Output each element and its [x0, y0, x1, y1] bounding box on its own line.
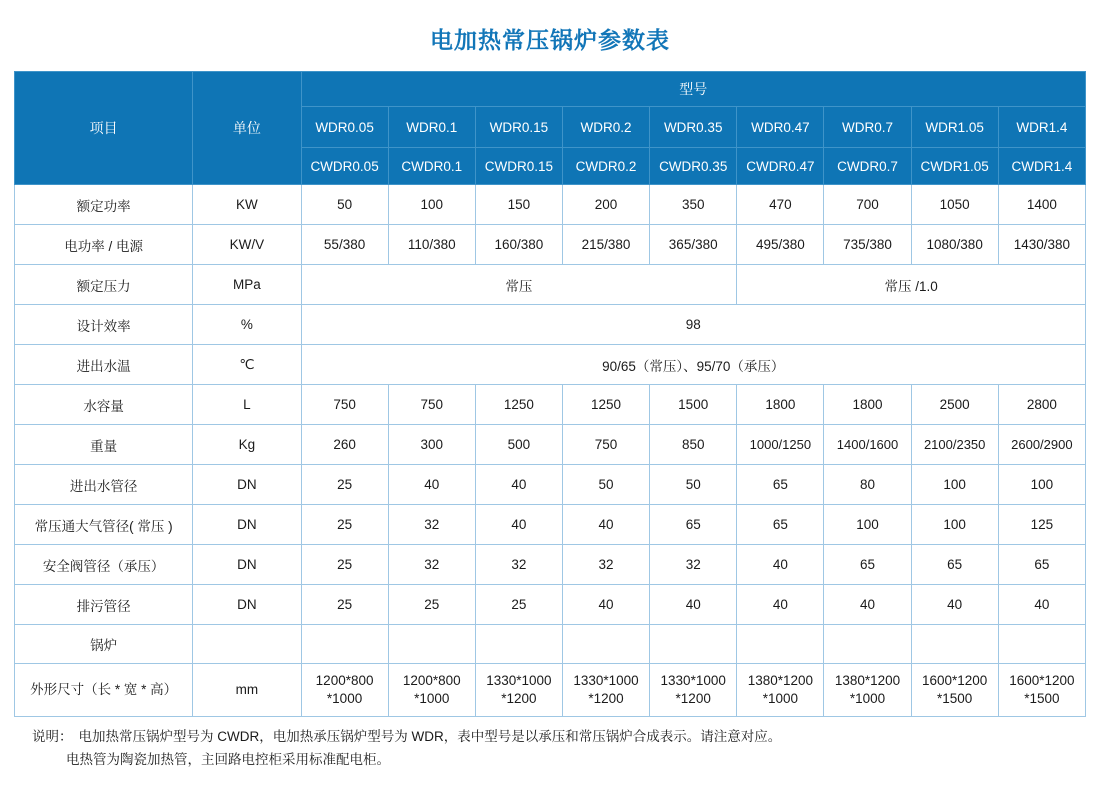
cell-value [562, 625, 649, 664]
dim-line-1: 1600*1200 [922, 672, 988, 688]
cell-value: 25 [388, 585, 475, 625]
cell-value: 25 [301, 465, 388, 505]
cell-value: 160/380 [475, 225, 562, 265]
dim-line-2: *1200 [588, 691, 624, 706]
cell-value [824, 625, 911, 664]
cell-value: 150 [475, 185, 562, 225]
cell-value: 32 [562, 545, 649, 585]
row-label: 进出水管径 [15, 465, 193, 505]
cell-value: 32 [388, 505, 475, 545]
row-unit: DN [193, 505, 301, 545]
cell-value: 300 [388, 425, 475, 465]
note-text-1: 电加热常压锅炉型号为 CWDR，电加热承压锅炉型号为 WDR，表中型号是以承压和常压锅炉合成表示。请注意对应。 [78, 729, 782, 744]
cell-value: 32 [650, 545, 737, 585]
row-label: 常压通大气管径( 常压 ) [15, 505, 193, 545]
cell-value: 350 [650, 185, 737, 225]
cell-value: 470 [737, 185, 824, 225]
header-model-wdr: WDR1.05 [911, 107, 998, 148]
page-title: 电加热常压锅炉参数表 [430, 27, 670, 53]
cell-value-merged: 98 [301, 305, 1086, 345]
cell-value: 1080/380 [911, 225, 998, 265]
cell-value: 100 [998, 465, 1085, 505]
dim-line-1: 1600*1200 [1009, 672, 1075, 688]
cell-value [911, 625, 998, 664]
table-row [15, 185, 1086, 225]
row-unit: KW/V [193, 225, 301, 265]
cell-value: 2600/2900 [998, 425, 1085, 465]
cell-value: 40 [911, 585, 998, 625]
cell-value: 1800 [737, 385, 824, 425]
table-row [15, 505, 1086, 545]
header-item: 项目 [15, 72, 193, 185]
header-model-wdr: WDR0.35 [650, 107, 737, 148]
header-model-cwdr: CWDR0.05 [301, 148, 388, 185]
cell-value: 1050 [911, 185, 998, 225]
header-model-cwdr: CWDR0.2 [562, 148, 649, 185]
cell-value [824, 664, 911, 717]
cell-value: 100 [388, 185, 475, 225]
dim-line-1: 1330*1000 [486, 672, 552, 688]
cell-value: 2100/2350 [911, 425, 998, 465]
table-row [15, 545, 1086, 585]
cell-value: 65 [998, 545, 1085, 585]
cell-value: 50 [301, 185, 388, 225]
row-label: 进出水温 [15, 345, 193, 385]
table-row [15, 345, 1086, 385]
row-unit: DN [193, 465, 301, 505]
dim-line-2: *1500 [1024, 691, 1060, 706]
row-unit: KW [193, 185, 301, 225]
table-header [15, 72, 1086, 185]
row-unit: % [193, 305, 301, 345]
cell-value: 65 [737, 505, 824, 545]
table-row [15, 225, 1086, 265]
cell-value: 25 [301, 505, 388, 545]
row-unit [193, 625, 301, 664]
cell-value: 2800 [998, 385, 1085, 425]
cell-value: 80 [824, 465, 911, 505]
cell-value: 40 [824, 585, 911, 625]
dim-line-2: *1000 [414, 691, 450, 706]
row-label: 设计效率 [15, 305, 193, 345]
cell-value: 100 [911, 505, 998, 545]
table-row [15, 265, 1086, 305]
header-model-wdr: WDR0.7 [824, 107, 911, 148]
note-line-1 [32, 726, 1086, 749]
dim-line-1: 1330*1000 [660, 672, 726, 688]
cell-value: 2500 [911, 385, 998, 425]
row-label: 电功率 / 电源 [15, 225, 193, 265]
cell-value: 40 [562, 505, 649, 545]
header-model-wdr: WDR0.1 [388, 107, 475, 148]
dim-line-2: *1000 [762, 691, 798, 706]
dim-line-1: 1330*1000 [573, 672, 639, 688]
row-unit: mm [193, 664, 301, 717]
note-lead: 说明： [32, 729, 73, 744]
cell-value [998, 625, 1085, 664]
header-model-cwdr: CWDR0.7 [824, 148, 911, 185]
header-model-cwdr: CWDR1.4 [998, 148, 1085, 185]
header-model: 型号 [301, 72, 1086, 107]
table-row [15, 425, 1086, 465]
header-model-wdr: WDR1.4 [998, 107, 1085, 148]
cell-value: 65 [824, 545, 911, 585]
cell-value [650, 625, 737, 664]
dim-line-1: 1200*800 [402, 672, 461, 688]
table-row [15, 465, 1086, 505]
cell-value: 40 [737, 585, 824, 625]
header-model-wdr: WDR0.47 [737, 107, 824, 148]
cell-value: 50 [562, 465, 649, 505]
dim-line-1: 1380*1200 [747, 672, 814, 688]
cell-value: 365/380 [650, 225, 737, 265]
cell-value: 55/380 [301, 225, 388, 265]
cell-value [650, 664, 737, 717]
header-unit: 单位 [193, 72, 301, 185]
cell-value [388, 625, 475, 664]
header-model-wdr: WDR0.2 [562, 107, 649, 148]
cell-value: 25 [301, 585, 388, 625]
table-row [15, 625, 1086, 664]
row-label: 安全阀管径（承压） [15, 545, 193, 585]
cell-value: 1800 [824, 385, 911, 425]
header-model-cwdr: CWDR1.05 [911, 148, 998, 185]
cell-value: 25 [475, 585, 562, 625]
dim-line-2: *1000 [849, 691, 886, 706]
cell-value-merged: 90/65（常压）、95/70（承压） [301, 345, 1086, 385]
cell-value: 750 [301, 385, 388, 425]
cell-value [475, 625, 562, 664]
cell-value: 65 [911, 545, 998, 585]
cell-value: 40 [388, 465, 475, 505]
cell-value-merged: 常压 /1.0 [737, 265, 1086, 305]
cell-value: 700 [824, 185, 911, 225]
header-model-wdr: WDR0.15 [475, 107, 562, 148]
row-unit: DN [193, 585, 301, 625]
cell-value [998, 664, 1085, 717]
cell-value: 40 [998, 585, 1085, 625]
cell-value [911, 664, 998, 717]
cell-value [737, 625, 824, 664]
notes-block [14, 726, 1086, 772]
cell-value: 1500 [650, 385, 737, 425]
cell-value: 1250 [475, 385, 562, 425]
table-row [15, 305, 1086, 345]
row-label: 额定功率 [15, 185, 193, 225]
row-unit: L [193, 385, 301, 425]
cell-value: 850 [650, 425, 737, 465]
dim-line-2: *1500 [937, 691, 973, 706]
cell-value: 735/380 [824, 225, 911, 265]
cell-value: 750 [388, 385, 475, 425]
row-label: 重量 [15, 425, 193, 465]
specification-table [14, 71, 1086, 717]
cell-value: 50 [650, 465, 737, 505]
cell-value [562, 664, 649, 717]
cell-value: 1000/1250 [737, 425, 824, 465]
row-label: 锅炉 [15, 625, 193, 664]
row-unit: ℃ [193, 345, 301, 385]
cell-value: 495/380 [737, 225, 824, 265]
row-unit: Kg [193, 425, 301, 465]
dim-line-1: 1200*800 [315, 672, 374, 688]
cell-value: 32 [475, 545, 562, 585]
header-model-cwdr: CWDR0.35 [650, 148, 737, 185]
row-label: 外形尺寸（长 * 宽 * 高） [15, 664, 193, 717]
cell-value: 65 [650, 505, 737, 545]
cell-value: 40 [737, 545, 824, 585]
cell-value: 32 [388, 545, 475, 585]
cell-value-merged: 常压 [301, 265, 737, 305]
cell-value: 500 [475, 425, 562, 465]
note-line-2: 电热管为陶瓷加热管，主回路电控柜采用标准配电柜。 [66, 751, 390, 767]
cell-value: 215/380 [562, 225, 649, 265]
cell-value: 40 [562, 585, 649, 625]
cell-value: 260 [301, 425, 388, 465]
cell-value: 40 [475, 465, 562, 505]
cell-value: 1400 [998, 185, 1085, 225]
table-row [15, 385, 1086, 425]
cell-value: 65 [737, 465, 824, 505]
row-label: 额定压力 [15, 265, 193, 305]
header-model-cwdr: CWDR0.47 [737, 148, 824, 185]
cell-value: 110/380 [388, 225, 475, 265]
cell-value: 100 [911, 465, 998, 505]
cell-value: 25 [301, 545, 388, 585]
header-model-wdr: WDR0.05 [301, 107, 388, 148]
cell-value: 40 [475, 505, 562, 545]
table-row [15, 585, 1086, 625]
dim-line-1: 1380*1200 [834, 672, 901, 688]
row-unit: MPa [193, 265, 301, 305]
row-unit: DN [193, 545, 301, 585]
cell-value: 125 [998, 505, 1085, 545]
cell-value [301, 625, 388, 664]
cell-value: 200 [562, 185, 649, 225]
cell-value: 1400/1600 [824, 425, 911, 465]
cell-value: 750 [562, 425, 649, 465]
row-label: 水容量 [15, 385, 193, 425]
dim-line-2: *1000 [326, 691, 363, 706]
cell-value [301, 664, 388, 717]
row-label: 排污管径 [15, 585, 193, 625]
cell-value: 1250 [562, 385, 649, 425]
header-model-cwdr: CWDR0.15 [475, 148, 562, 185]
cell-value: 40 [650, 585, 737, 625]
cell-value [737, 664, 824, 717]
cell-value [475, 664, 562, 717]
dim-line-2: *1200 [675, 691, 711, 706]
dim-line-2: *1200 [501, 691, 537, 706]
header-model-cwdr: CWDR0.1 [388, 148, 475, 185]
table-body [15, 185, 1086, 717]
cell-value: 1430/380 [998, 225, 1085, 265]
cell-value [388, 664, 475, 717]
table-row [15, 664, 1086, 717]
cell-value: 100 [824, 505, 911, 545]
